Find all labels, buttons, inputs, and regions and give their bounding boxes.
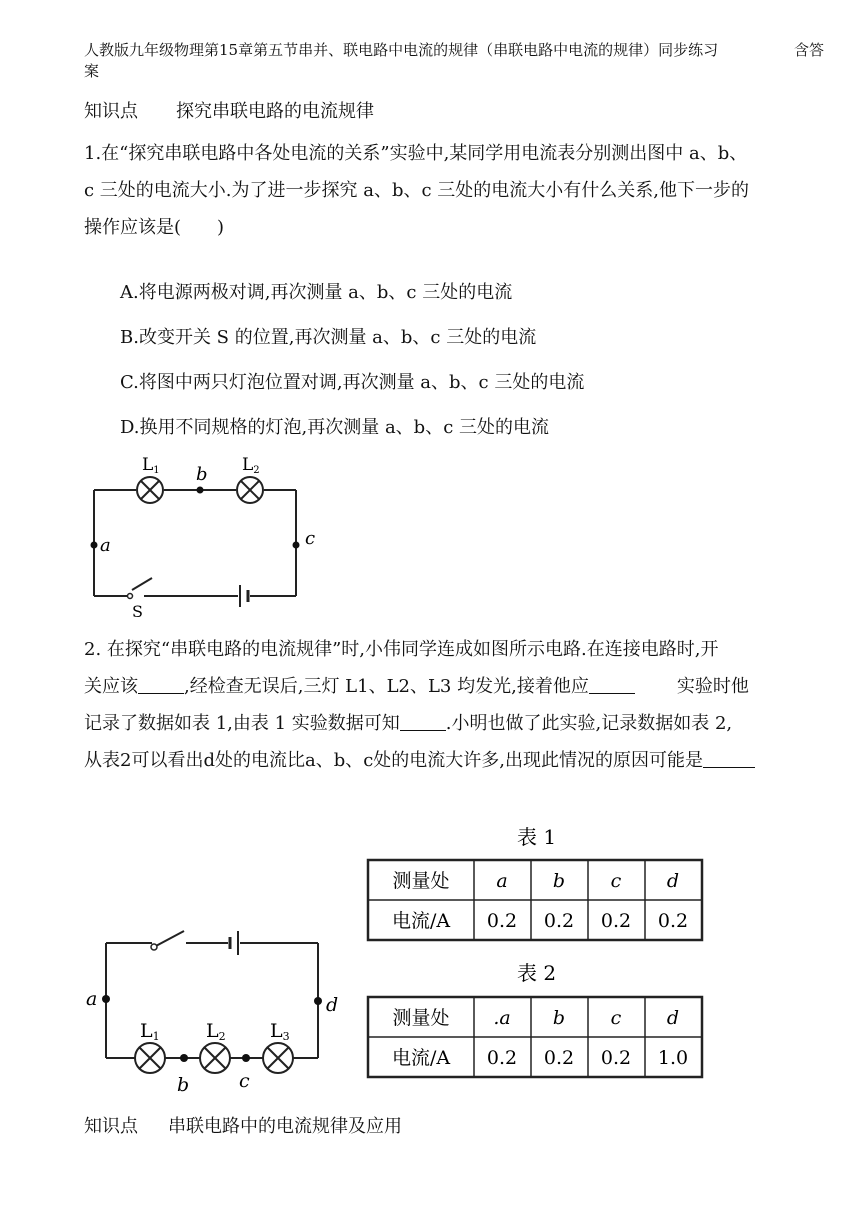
- answer-blank[interactable]: [589, 673, 635, 694]
- table-2-title: 表 2: [517, 961, 557, 985]
- data-tables: [362, 820, 712, 1090]
- question-line: 记录了数据如表 1,由表 1 实验数据可知 .小明也做了此实验,记录数据如表 2,: [84, 705, 820, 742]
- answer-blank[interactable]: [400, 710, 446, 731]
- table-header-cell: c: [610, 1007, 622, 1029]
- table-header-cell: 测量处: [392, 1007, 450, 1029]
- option-b: B.改变开关 S 的位置,再次测量 a、b、c 三处的电流: [120, 327, 537, 348]
- section-label: 知识点: [84, 1116, 138, 1137]
- label-c: c: [239, 1070, 250, 1092]
- question-2-stem: [84, 631, 820, 779]
- label-b: b: [196, 464, 208, 485]
- label-l1: L1: [140, 1020, 160, 1043]
- table-cell: 0.2: [657, 910, 689, 932]
- table-cell: 0.2: [486, 910, 518, 932]
- table-cell: 电流/A: [391, 1047, 451, 1069]
- table-1: [368, 860, 702, 940]
- label-s: S: [132, 602, 143, 620]
- label-b: b: [177, 1074, 190, 1096]
- section-title: 串联电路中的电流规律及应用: [168, 1116, 402, 1137]
- option-c: C.将图中两只灯泡位置对调,再次测量 a、b、c 三处的电流: [120, 372, 585, 393]
- label-a: a: [100, 535, 111, 556]
- label-l2: L2: [242, 455, 260, 476]
- junction-c: [242, 1054, 250, 1062]
- junction-c: [293, 542, 300, 549]
- document-title: 人教版九年级物理第15章第五节串并、联电路中电流的规律（串联电路中电流的规律）同步练习: [84, 41, 719, 59]
- table-header-cell: c: [610, 870, 622, 892]
- question-line: 关应该 ,经检查无误后,三灯 L1、L2、L3 均发光,接着他应 实验时他: [84, 668, 820, 705]
- table-2: [368, 997, 702, 1077]
- junction-d: [314, 997, 322, 1005]
- battery-icon: [240, 585, 248, 607]
- question-line: 1.在“探究串联电路中各处电流的关系”实验中,某同学用电流表分别测出图中 a、b、: [84, 143, 748, 164]
- battery-icon: [230, 931, 238, 955]
- option-d: D.换用不同规格的灯泡,再次测量 a、b、c 三处的电流: [120, 417, 550, 438]
- lamp-icon: [135, 1043, 165, 1073]
- table-cell: 0.2: [486, 1047, 518, 1069]
- table-cell: 1.0: [657, 1047, 689, 1069]
- label-d: d: [326, 994, 339, 1016]
- option-a: A.将电源两极对调,再次测量 a、b、c 三处的电流: [120, 282, 513, 303]
- lamp-icon: [200, 1043, 230, 1073]
- label-l2: L2: [206, 1020, 226, 1043]
- table-1-title: 表 1: [517, 825, 557, 849]
- answer-tag: 含答: [793, 41, 824, 59]
- switch-icon: [128, 594, 133, 599]
- answer-tag-tail: 案: [84, 62, 100, 80]
- circuit-diagram-1: [80, 450, 340, 620]
- section-title: 探究串联电路的电流规律: [176, 101, 374, 122]
- junction-b: [180, 1054, 188, 1062]
- document-header: [84, 40, 824, 82]
- table-header-cell: a: [496, 870, 508, 892]
- question-line: 2. 在探究“串联电路的电流规律”时,小伟同学连成如图所示电路.在连接电路时,开: [84, 639, 719, 660]
- circuit-diagram-2: [80, 915, 350, 1100]
- label-l1: L1: [142, 455, 160, 476]
- table-header-cell: d: [666, 870, 680, 892]
- table-header-cell: d: [666, 1007, 680, 1029]
- junction-b: [197, 487, 204, 494]
- table-header-cell: 测量处: [392, 870, 450, 892]
- junction-a: [102, 995, 110, 1003]
- answer-blank[interactable]: [138, 673, 184, 694]
- question-line: 操作应该是( ): [84, 217, 225, 238]
- section-heading-1: [84, 97, 374, 123]
- table-cell: 0.2: [600, 910, 632, 932]
- table-header-cell: b: [552, 870, 566, 892]
- lamp-icon: [263, 1043, 293, 1073]
- junction-a: [91, 542, 98, 549]
- table-header-cell: b: [552, 1007, 566, 1029]
- question-1-stem: [84, 135, 820, 246]
- label-a: a: [86, 988, 98, 1010]
- table-header-cell: .a: [493, 1007, 511, 1029]
- section-label: 知识点: [84, 101, 138, 122]
- table-cell: 电流/A: [391, 910, 451, 932]
- section-heading-2: [84, 1112, 402, 1138]
- label-l3: L3: [270, 1020, 290, 1043]
- table-cell: 0.2: [543, 1047, 575, 1069]
- table-cell: 0.2: [600, 1047, 632, 1069]
- lamp-icon: [237, 477, 263, 503]
- lamp-icon: [137, 477, 163, 503]
- switch-icon: [151, 944, 157, 950]
- label-c: c: [305, 528, 316, 549]
- answer-blank[interactable]: [703, 747, 755, 768]
- question-line: 从表2可以看出d处的电流比a、b、c处的电流大许多,出现此情况的原因可能是: [84, 742, 820, 779]
- question-line: c 三处的电流大小.为了进一步探究 a、b、c 三处的电流大小有什么关系,他下一步的: [84, 180, 750, 201]
- table-cell: 0.2: [543, 910, 575, 932]
